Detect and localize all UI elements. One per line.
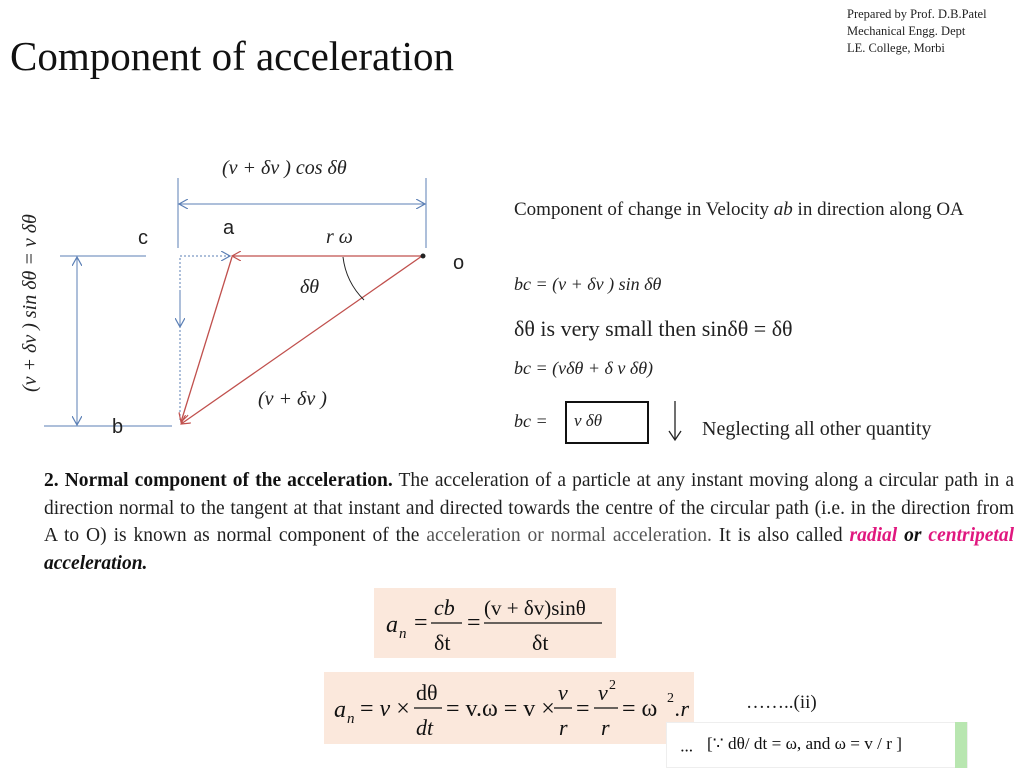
radial-term: radial [849,525,898,546]
formula-symbol: a [334,697,346,723]
formula-text: = v.ω = v × [446,696,555,722]
angle-label: δθ [300,276,320,298]
paragraph-text: acceleration. [44,552,148,574]
formula-equals: = [576,696,590,722]
point-a-label: a [223,217,235,239]
component-description [514,196,1019,224]
desc-ab: ab [773,199,793,220]
formula-subscript: n [399,626,407,642]
formula-numerator: v [598,680,608,705]
formula-denominator: dt [416,715,434,740]
formula-numerator: dθ [416,680,438,705]
formula-text: .r [675,696,690,721]
formula-normal-acceleration-1 [374,588,616,658]
point-o-marker [421,254,426,259]
author-credit [847,6,987,57]
formula-denominator: r [559,715,568,740]
formula-equals: = [467,610,481,636]
formula-exponent: 2 [609,678,616,693]
equation-bc-3-label: bc = [514,411,548,431]
point-b-label: b [112,416,124,438]
desc-text: Component of change in Velocity [514,199,774,220]
equation-bc-2: bc = (vδθ + δ v δθ) [514,358,654,378]
note-dots: ... [680,736,694,756]
centripetal-term: centripetal [928,525,1014,546]
top-component-label: (v + δv ) cos δθ [222,157,347,179]
formula-text: = ω [622,696,658,722]
paragraph-text: It is also called [711,525,850,546]
r-omega-label: r ω [326,226,353,248]
normal-component-paragraph [44,467,1014,577]
formula-text: = v × [360,696,410,722]
formula-denominator: r [601,715,610,740]
vector-ab [181,257,232,422]
equation-reference: ……..(ii) [746,692,817,713]
paragraph-text: or [897,525,929,546]
neglect-note: Neglecting all other quantity [702,418,932,440]
formula-symbol: a [386,612,398,638]
credit-line: Prepared by Prof. D.B.Patel [847,7,987,21]
angle-arc [343,257,364,300]
velocity-diagram [0,120,500,450]
equation-bc-1: bc = (v + δv ) sin δθ [514,274,662,294]
down-arrow-icon [664,399,686,443]
vertical-component-label: (v + δv ) sin δθ = v δθ [19,214,41,392]
formula-denominator: δt [532,630,549,655]
credit-line: Mechanical Engg. Dept [847,24,966,38]
slide-title: Component of acceleration [10,33,454,79]
credit-line: LE. College, Morbi [847,41,945,55]
paragraph-text: The acceleration of a particle at any instant moving along a circular path in a direction normal to the tangent at that instant and directed towards the centre of the circular path (i.e. in the direction from A to O) is known as normal component of the [44,470,1014,546]
formula-subscript: n [347,711,355,727]
desc-text: in direction along OA [792,199,964,220]
formula-numerator: (v + δv)sinθ [484,596,586,620]
boxed-result: v δθ [565,401,649,444]
paragraph-text: acceleration or normal acceleration. [426,525,712,546]
formula-numerator: v [558,680,568,705]
point-c-label: c [138,227,148,249]
paragraph-heading: 2. Normal component of the acceleration. [44,470,393,491]
note-text: [∵ dθ/ dt = ω, and ω = v / r ] [707,733,903,753]
formula-exponent: 2 [667,691,674,706]
formula-equals: = [414,610,428,636]
relation-note [666,722,968,768]
formula-numerator: cb [434,595,455,620]
note-accent-bar [955,722,967,768]
formula-denominator: δt [434,630,451,655]
vector-label: (v + δv ) [258,388,327,410]
point-o-label: o [453,252,465,274]
formula-normal-acceleration-2 [324,672,694,744]
small-angle-approximation: δθ is very small then sinδθ = δθ [514,316,793,341]
